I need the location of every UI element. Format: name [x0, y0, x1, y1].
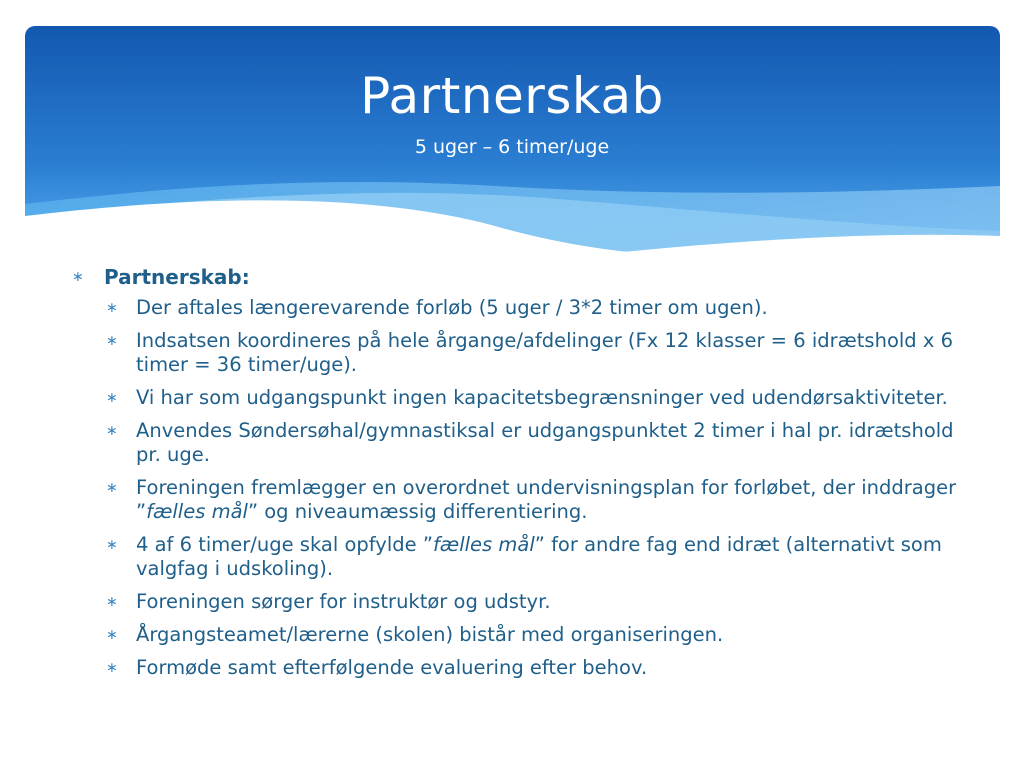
item-text-emphasis: fælles mål [432, 533, 535, 556]
item-text: Der aftales længerevarende forløb (5 uger / 3*2 timer om ugen). [136, 296, 768, 319]
bullet-icon: ∗ [106, 300, 118, 316]
heading-text: Partnerskab: [104, 265, 250, 289]
bullet-icon: ∗ [106, 390, 118, 406]
list-item [70, 296, 976, 320]
item-text-post: ” for andre fag end idræt (alternativt som valgfag i udskoling). [136, 533, 942, 580]
list-item [70, 329, 976, 377]
slide-title: Partnerskab [360, 67, 664, 125]
list-item [70, 656, 976, 680]
slide-subtitle: 5 uger – 6 timer/uge [414, 136, 610, 158]
bullet-icon: ∗ [106, 423, 118, 439]
list-item [70, 533, 976, 581]
bullet-icon: ∗ [106, 333, 118, 349]
list-item [70, 419, 976, 467]
bullet-icon: ∗ [106, 627, 118, 643]
list-item [70, 386, 976, 410]
bullet-list [70, 264, 1000, 689]
item-text: Foreningen sørger for instruktør og udstyr. [136, 590, 551, 613]
item-text: Vi har som udgangspunkt ingen kapacitetsbegrænsninger ved udendørsaktiviteter. [136, 386, 948, 409]
item-text: Indsatsen koordineres på hele årgange/afdelinger (Fx 12 klasser = 6 idrætshold x 6 timer = 36 timer/uge). [136, 329, 954, 376]
list-item [70, 623, 976, 647]
bullet-icon: ∗ [106, 594, 118, 610]
bullet-icon: ∗ [106, 480, 118, 496]
bullet-icon: ∗ [72, 269, 84, 285]
item-text: Formøde samt efterfølgende evaluering efter behov. [136, 656, 648, 679]
list-item [70, 476, 976, 524]
item-text-emphasis: fælles mål [146, 500, 248, 523]
item-text-pre: 4 af 6 timer/uge skal opfylde ” [136, 533, 433, 556]
item-text-post: ” og niveaumæssig differentiering. [247, 500, 588, 523]
item-text: Årgangsteamet/lærerne (skolen) bistår med organiseringen. [136, 623, 724, 646]
list-item [70, 590, 976, 614]
item-text-pre: Foreningen fremlægger en overordnet undervisningsplan for forløbet, der inddrager ” [136, 476, 957, 523]
item-text: Anvendes Søndersøhal/gymnastiksal er udgangspunktet 2 timer i hal pr. idrætshold pr. uge. [136, 419, 954, 466]
bullet-icon: ∗ [106, 660, 118, 676]
bullet-heading [70, 264, 1000, 290]
bullet-icon: ∗ [106, 537, 118, 553]
